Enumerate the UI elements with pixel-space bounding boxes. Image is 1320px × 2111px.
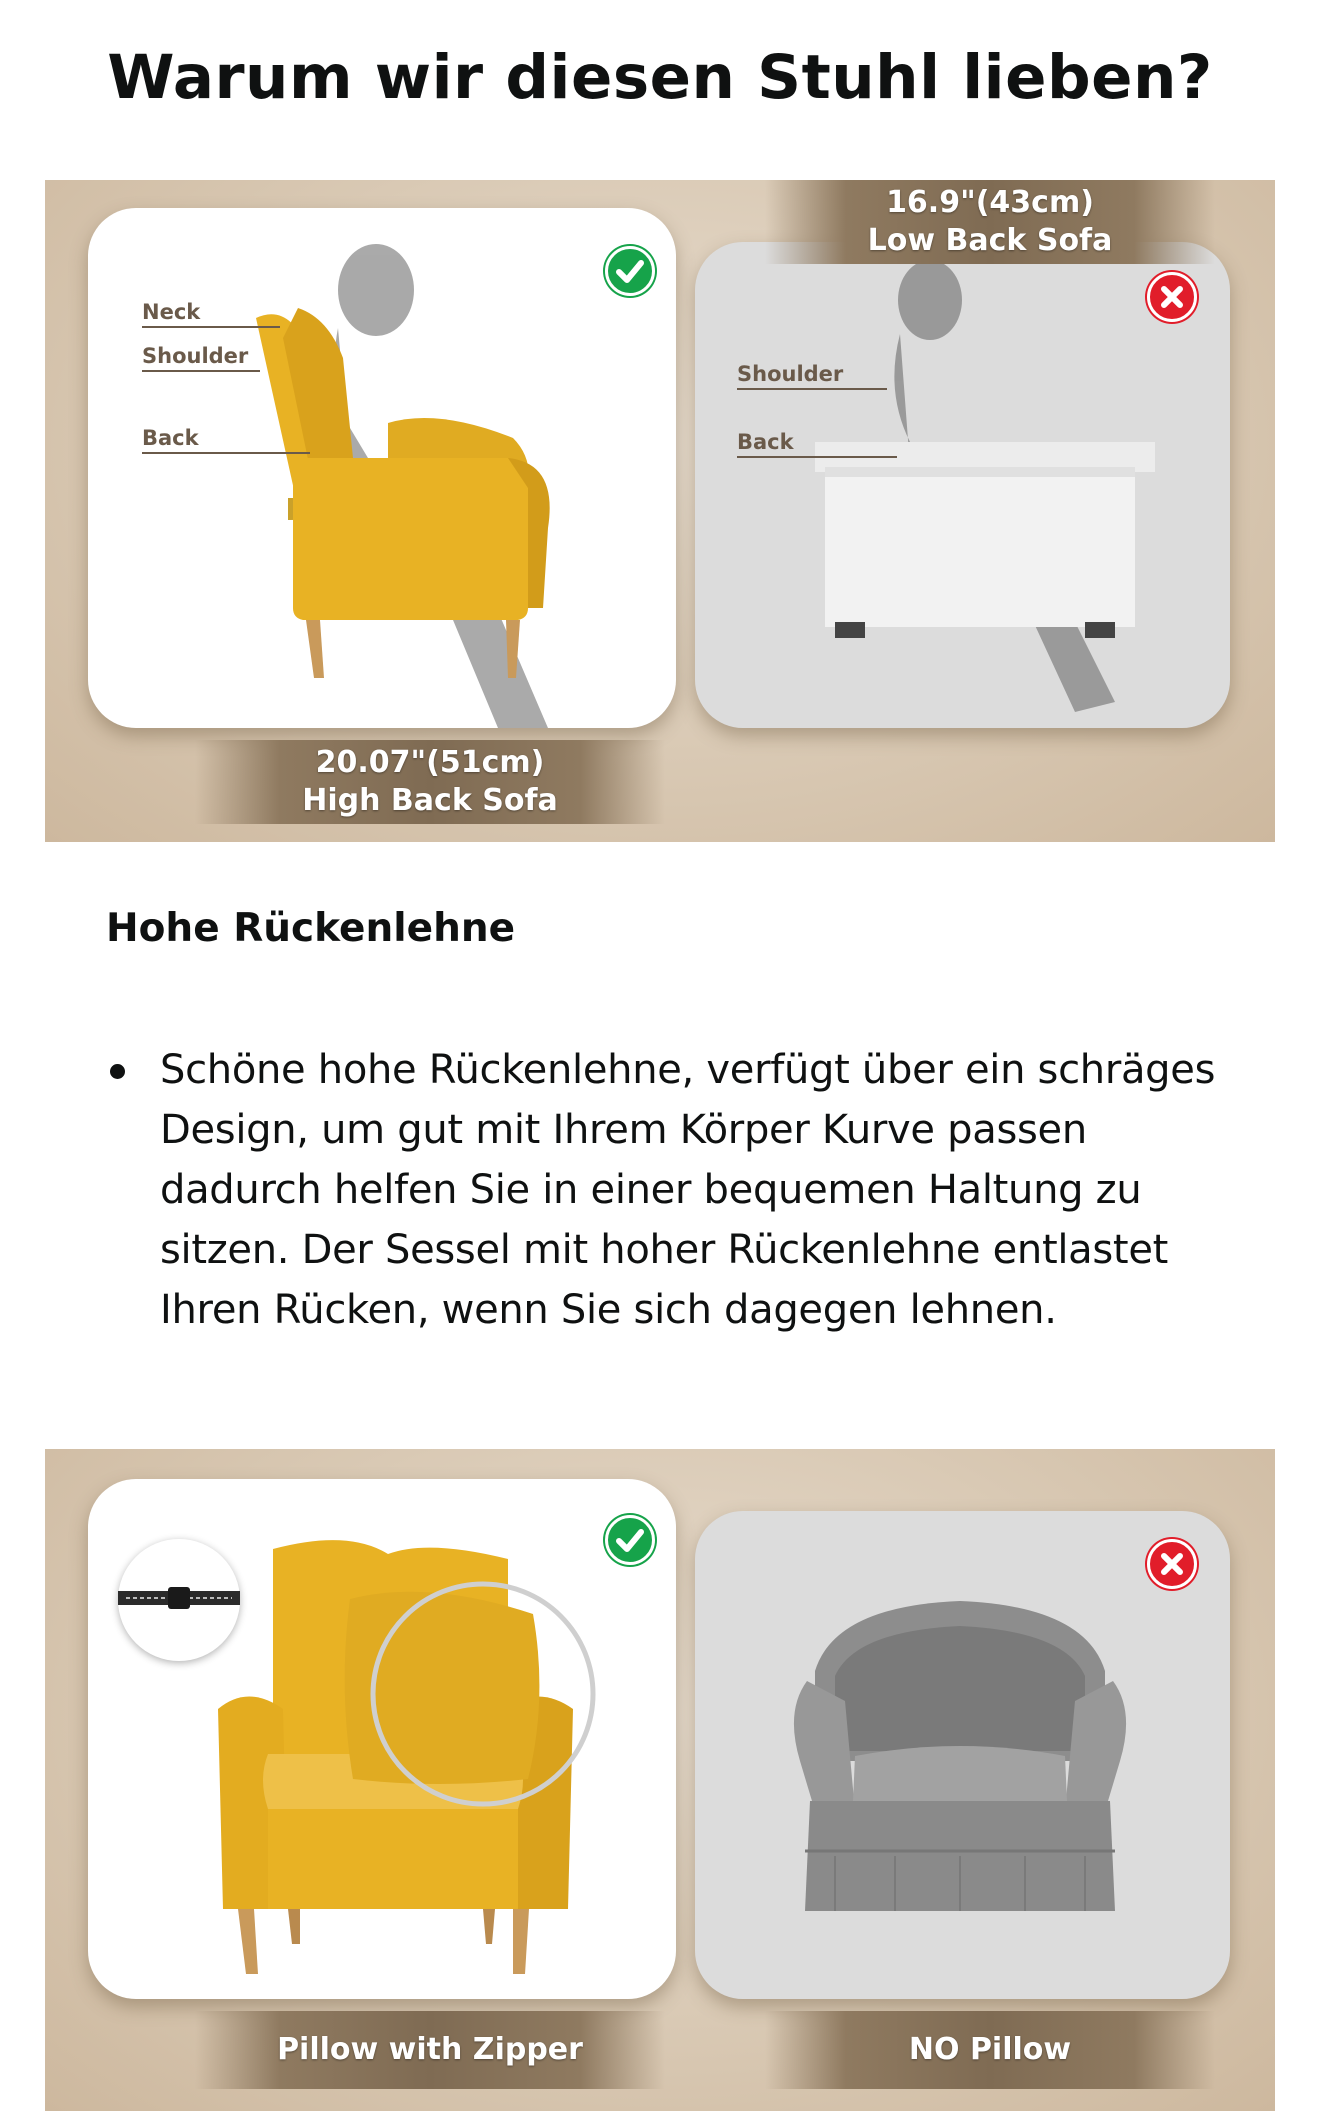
low-back-caption (765, 180, 1215, 264)
shoulder-line-low (737, 388, 887, 390)
check-icon (605, 246, 655, 296)
low-back-size: 16.9"(43cm) (886, 185, 1094, 220)
low-back-sofa-card (695, 242, 1230, 728)
back-label: Back (142, 426, 199, 450)
back-line (142, 452, 310, 454)
shoulder-label: Shoulder (142, 344, 249, 368)
cross-icon (1147, 272, 1197, 322)
pillow-with-zipper-card (88, 1479, 676, 1999)
page-title: Warum wir diesen Stuhl lieben? (107, 42, 1213, 113)
back-label-low: Back (737, 430, 794, 454)
feature-heading: Hohe Rückenlehne (106, 906, 516, 951)
no-pillow-text: NO Pillow (908, 2032, 1072, 2067)
neck-line (142, 326, 280, 328)
feature-bullet-text: Schöne hohe Rückenlehne, verfügt über ein schräges Design, um gut mit Ihrem Körper Kurve passen dadurch helfen Sie in einer bequemen Haltung zu sitzen. Der Sessel mit hoher Rückenlehne entlastet Ihren Rücken, wenn Sie sich dagegen lehnen. (160, 1047, 1216, 1333)
cross-icon (1147, 1539, 1197, 1589)
high-back-sofa-card (88, 208, 676, 728)
check-icon (605, 1515, 655, 1565)
shoulder-label-low: Shoulder (737, 362, 844, 386)
high-back-caption (195, 740, 665, 824)
back-line-low (737, 456, 897, 458)
high-back-size: 20.07"(51cm) (315, 745, 545, 780)
no-pillow-card (695, 1511, 1230, 1999)
feature-bullet-list (106, 1040, 1246, 1340)
zipper-detail-icon (118, 1539, 240, 1661)
bullet-icon (110, 1064, 125, 1079)
high-back-comparison-image (45, 180, 1275, 842)
pillow-with-zipper-text: Pillow with Zipper (277, 2032, 583, 2067)
high-back-name: High Back Sofa (302, 783, 558, 818)
pillow-with-zipper-caption (195, 2011, 665, 2089)
yellow-high-back-chair-illustration (88, 208, 676, 728)
neck-label: Neck (142, 300, 201, 324)
pillow-comparison-image (45, 1449, 1275, 2111)
shoulder-line (142, 370, 260, 372)
low-back-name: Low Back Sofa (867, 223, 1113, 258)
no-pillow-caption (765, 2011, 1215, 2089)
